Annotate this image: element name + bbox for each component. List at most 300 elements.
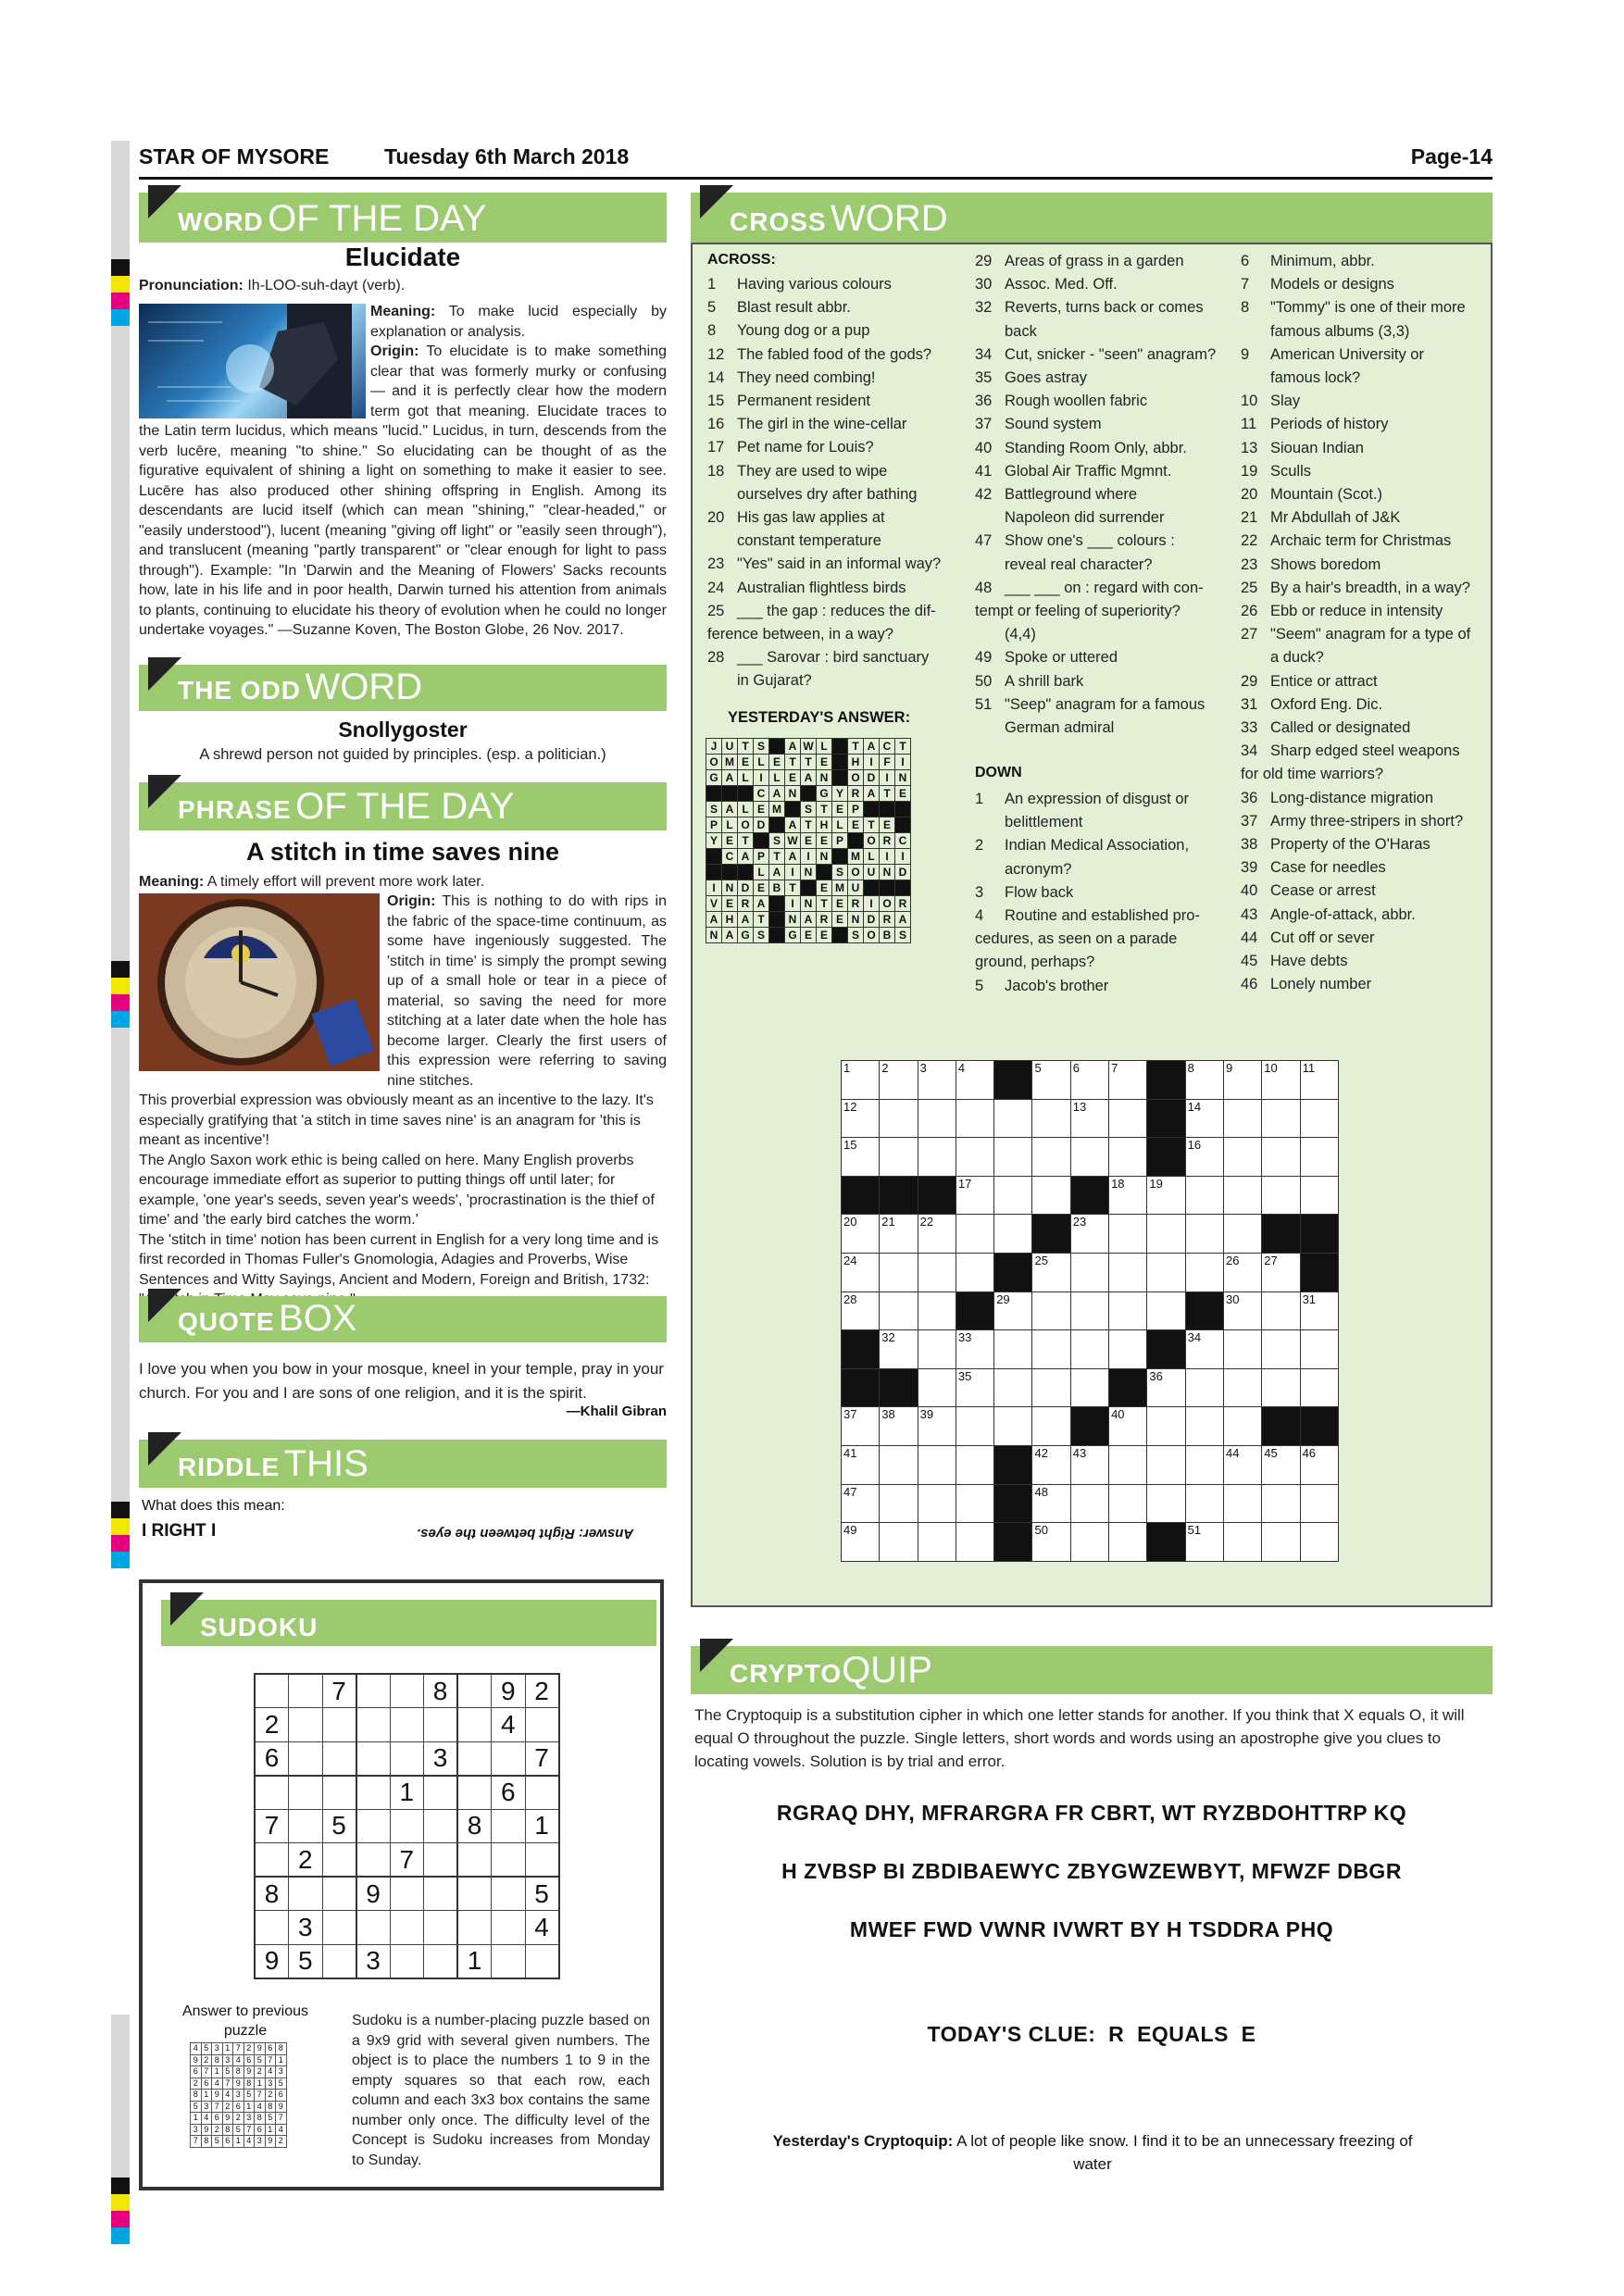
sudoku-cell[interactable]: 4	[525, 1911, 559, 1945]
crossword-cell[interactable]	[994, 1176, 1032, 1215]
sudoku-cell[interactable]	[322, 1877, 356, 1911]
crossword-cell[interactable]: 3	[918, 1061, 956, 1100]
crossword-cell[interactable]: 18	[1109, 1176, 1147, 1215]
sudoku-cell[interactable]	[322, 1776, 356, 1810]
answer-cell: S	[706, 802, 722, 817]
sudoku-cell[interactable]	[457, 1708, 492, 1742]
sudoku-cell[interactable]	[356, 1843, 391, 1878]
sudoku-cell[interactable]	[424, 1944, 458, 1978]
sudoku-answer-cell: 9	[244, 2066, 255, 2078]
sudoku-answer-cell: 9	[201, 2124, 212, 2136]
crossword-cell[interactable]: 50	[1032, 1523, 1070, 1562]
sudoku-cell[interactable]	[356, 1776, 391, 1810]
clue-number: 9	[1241, 345, 1250, 363]
crossword-cell[interactable]: 37	[842, 1407, 880, 1446]
sudoku-cell[interactable]	[289, 1776, 323, 1810]
sudoku-cell[interactable]	[457, 1877, 492, 1911]
color-mark	[111, 276, 130, 293]
crossword-cell[interactable]: 16	[1185, 1138, 1223, 1177]
crossword-cell[interactable]: 43	[1070, 1445, 1108, 1484]
crossword-cell[interactable]	[1262, 1176, 1300, 1215]
sudoku-cell[interactable]: 9	[356, 1877, 391, 1911]
crossword-cell[interactable]	[1262, 1484, 1300, 1523]
crossword-cell[interactable]: 12	[842, 1099, 880, 1138]
crossword-cell[interactable]: 10	[1262, 1061, 1300, 1100]
sudoku-cell[interactable]: 3	[289, 1911, 323, 1945]
crossword-cell[interactable]	[1032, 1407, 1070, 1446]
clue-text: "Seep" anagram for a famous	[1005, 695, 1206, 713]
crossword-cell[interactable]	[1262, 1138, 1300, 1177]
answer-cell: E	[817, 833, 832, 849]
sudoku-answer-cell: 9	[276, 2101, 287, 2113]
crossword-cell[interactable]	[918, 1138, 956, 1177]
answer-cell: E	[817, 755, 832, 770]
answer-cell: B	[880, 928, 895, 943]
sudoku-cell[interactable]	[492, 1877, 526, 1911]
crossword-cell[interactable]	[1032, 1099, 1070, 1138]
crossword-cell[interactable]	[956, 1445, 993, 1484]
crossword-cell[interactable]	[1147, 1292, 1185, 1330]
sudoku-cell[interactable]: 3	[424, 1741, 458, 1776]
sudoku-cell[interactable]	[356, 1809, 391, 1843]
crossword-cell[interactable]	[1185, 1215, 1223, 1254]
sudoku-cell[interactable]: 7	[525, 1741, 559, 1776]
clue-text: in Gujarat?	[737, 672, 812, 690]
sudoku-cell[interactable]: 5	[289, 1944, 323, 1978]
answer-cell: C	[880, 739, 895, 755]
crossword-cell[interactable]: 35	[956, 1368, 993, 1407]
crossword-cell[interactable]	[1070, 1253, 1108, 1292]
sudoku-cell[interactable]	[255, 1674, 289, 1708]
crossword-cell[interactable]	[918, 1523, 956, 1562]
crossword-cell[interactable]	[1032, 1138, 1070, 1177]
crossword-cell[interactable]	[1262, 1099, 1300, 1138]
sudoku-cell[interactable]	[289, 1809, 323, 1843]
sudoku-cell[interactable]	[356, 1674, 391, 1708]
crossword-cell[interactable]	[1300, 1138, 1338, 1177]
crossword-cell[interactable]: 9	[1223, 1061, 1261, 1100]
sudoku-grid	[254, 1673, 560, 1979]
answer-cell: I	[895, 849, 911, 865]
clue-number: 23	[1241, 555, 1258, 573]
crossword-cell[interactable]: 6	[1070, 1061, 1108, 1100]
crossword-cell[interactable]: 23	[1070, 1215, 1108, 1254]
sudoku-cell[interactable]	[492, 1809, 526, 1843]
crossword-cell[interactable]	[1223, 1099, 1261, 1138]
sudoku-cell[interactable]	[390, 1911, 424, 1945]
answer-cell: I	[785, 865, 801, 880]
crossword-cell[interactable]: 14	[1185, 1099, 1223, 1138]
clue-line	[707, 600, 941, 623]
sudoku-cell[interactable]	[255, 1911, 289, 1945]
margin-strip	[111, 1028, 130, 1502]
crossword-cell[interactable]: 30	[1223, 1292, 1261, 1330]
crossword-cell[interactable]	[1147, 1484, 1185, 1523]
crossword-cell[interactable]	[1109, 1138, 1147, 1177]
crossword-cell[interactable]: 8	[1185, 1061, 1223, 1100]
sudoku-cell[interactable]: 2	[289, 1843, 323, 1878]
crossword-cell[interactable]: 33	[956, 1330, 993, 1369]
sudoku-cell[interactable]	[424, 1911, 458, 1945]
crossword-cell[interactable]	[1032, 1368, 1070, 1407]
sudoku-cell[interactable]	[356, 1741, 391, 1776]
crossword-cell[interactable]	[1109, 1099, 1147, 1138]
crossword-cell[interactable]	[1070, 1330, 1108, 1369]
crossword-cell[interactable]: 34	[1185, 1330, 1223, 1369]
answer-cell: V	[706, 896, 722, 912]
crossword-cell[interactable]	[918, 1099, 956, 1138]
crossword-cell[interactable]	[1032, 1176, 1070, 1215]
crossword-cell[interactable]	[956, 1215, 993, 1254]
crossword-cell[interactable]: 20	[842, 1215, 880, 1254]
clue-number: 1	[707, 276, 717, 293]
sudoku-answer-cell: 5	[265, 2113, 276, 2125]
sudoku-cell[interactable]: 1	[457, 1944, 492, 1978]
answer-cell: S	[769, 833, 785, 849]
crossword-cell[interactable]	[1109, 1484, 1147, 1523]
crossword-cell[interactable]	[1223, 1407, 1261, 1446]
crossword-cell[interactable]	[1070, 1484, 1108, 1523]
crossword-cell[interactable]	[1262, 1330, 1300, 1369]
crossword-cell[interactable]	[918, 1445, 956, 1484]
crossword-cell[interactable]: 17	[956, 1176, 993, 1215]
sudoku-answer-cell: 3	[191, 2124, 202, 2136]
crossword-cell[interactable]: 49	[842, 1523, 880, 1562]
sudoku-cell[interactable]	[390, 1877, 424, 1911]
clue-line	[1241, 904, 1470, 927]
crossword-cell[interactable]	[956, 1253, 993, 1292]
clue-line	[707, 436, 941, 459]
crossword-cell[interactable]	[880, 1484, 918, 1523]
sudoku-cell[interactable]	[322, 1708, 356, 1742]
crossword-cell[interactable]	[994, 1407, 1032, 1446]
crossword-cell[interactable]: 19	[1147, 1176, 1185, 1215]
sudoku-cell[interactable]	[289, 1741, 323, 1776]
answer-cell: T	[738, 739, 754, 755]
sudoku-cell[interactable]	[390, 1674, 424, 1708]
phrase-para-3: The Anglo Saxon work ethic is being called on here. Many English proverbs encourage immediate effort as superior to putting things off until later; for example, 'one year's seeds, seven year's weeds', 'procrastination is the thief of time' and 'the early bird catches the worm.'	[139, 1152, 655, 1228]
sudoku-cell[interactable]	[525, 1708, 559, 1742]
crossword-cell[interactable]: 48	[1032, 1484, 1070, 1523]
crossword-cell[interactable]	[1185, 1368, 1223, 1407]
sudoku-cell[interactable]	[457, 1843, 492, 1878]
crossword-cell[interactable]: 38	[880, 1407, 918, 1446]
black-cell	[848, 833, 864, 849]
sudoku-cell[interactable]: 1	[525, 1809, 559, 1843]
sudoku-cell[interactable]	[525, 1843, 559, 1878]
black-cell	[994, 1061, 1032, 1100]
crossword-cell[interactable]	[994, 1099, 1032, 1138]
crossword-cell[interactable]	[994, 1330, 1032, 1369]
crossword-cell[interactable]	[1223, 1484, 1261, 1523]
clue-line	[707, 530, 941, 553]
crossword-cell[interactable]: 32	[880, 1330, 918, 1369]
crossword-cell[interactable]	[1109, 1523, 1147, 1562]
wotd-meaning	[370, 302, 667, 342]
crossword-cell[interactable]	[1262, 1523, 1300, 1562]
sudoku-cell[interactable]	[322, 1843, 356, 1878]
sudoku-cell[interactable]	[424, 1708, 458, 1742]
crossword-cell[interactable]	[1223, 1368, 1261, 1407]
sudoku-cell[interactable]	[289, 1708, 323, 1742]
crossword-cell[interactable]	[1300, 1176, 1338, 1215]
sudoku-cell[interactable]: 4	[492, 1708, 526, 1742]
crossword-cell[interactable]	[1185, 1445, 1223, 1484]
crossword-cell[interactable]	[1109, 1330, 1147, 1369]
sudoku-answer-cell: 4	[201, 2113, 212, 2125]
crossword-cell[interactable]	[1300, 1484, 1338, 1523]
crossword-cell[interactable]: 42	[1032, 1445, 1070, 1484]
crossword-cell[interactable]	[1070, 1138, 1108, 1177]
crossword-cell[interactable]	[880, 1523, 918, 1562]
clue-number: 30	[975, 276, 993, 293]
crossword-cell[interactable]	[1185, 1407, 1223, 1446]
margin-strip	[111, 2015, 130, 2177]
sudoku-cell[interactable]: 9	[255, 1944, 289, 1978]
sudoku-cell[interactable]	[492, 1741, 526, 1776]
sudoku-cell[interactable]	[390, 1944, 424, 1978]
clue-text: Shows boredom	[1270, 555, 1381, 573]
sudoku-cell[interactable]	[424, 1776, 458, 1810]
crossword-cell[interactable]: 11	[1300, 1061, 1338, 1100]
answer-cell: M	[848, 849, 864, 865]
sudoku-cell[interactable]	[525, 1944, 559, 1978]
crossword-cell[interactable]	[1032, 1330, 1070, 1369]
sudoku-cell[interactable]	[424, 1877, 458, 1911]
crossword-cell[interactable]	[1070, 1368, 1108, 1407]
sudoku-cell[interactable]	[255, 1843, 289, 1878]
answer-cell: A	[895, 912, 911, 928]
clue-text: Jacob's brother	[1005, 977, 1109, 994]
crossword-cell[interactable]: 2	[880, 1061, 918, 1100]
clue-line	[707, 577, 941, 600]
color-mark	[111, 2194, 130, 2211]
clue-text: for old time warriors?	[1241, 766, 1384, 783]
clue-line	[707, 646, 941, 669]
sudoku-cell[interactable]: 2	[525, 1674, 559, 1708]
sudoku-cell[interactable]	[492, 1843, 526, 1878]
crossword-cell[interactable]	[1109, 1253, 1147, 1292]
sudoku-cell[interactable]: 8	[255, 1877, 289, 1911]
crossword-cell[interactable]: 5	[1032, 1061, 1070, 1100]
crossword-cell[interactable]	[1300, 1368, 1338, 1407]
crossword-cell[interactable]: 26	[1223, 1253, 1261, 1292]
sudoku-cell[interactable]: 7	[322, 1674, 356, 1708]
answer-cell: I	[864, 755, 880, 770]
crossword-cell[interactable]: 46	[1300, 1445, 1338, 1484]
sudoku-cell[interactable]: 7	[390, 1843, 424, 1878]
crossword-cell[interactable]	[956, 1407, 993, 1446]
crossword-cell[interactable]	[918, 1368, 956, 1407]
crossword-cell[interactable]: 22	[918, 1215, 956, 1254]
black-cell	[895, 802, 911, 817]
crossword-cell[interactable]: 31	[1300, 1292, 1338, 1330]
clue-line	[1241, 413, 1470, 436]
crossword-cell[interactable]	[918, 1330, 956, 1369]
crossword-cell[interactable]	[1147, 1253, 1185, 1292]
sudoku-cell[interactable]	[492, 1911, 526, 1945]
crossword-cell[interactable]: 1	[842, 1061, 880, 1100]
crossword-cell[interactable]: 28	[842, 1292, 880, 1330]
crossword-cell[interactable]	[880, 1253, 918, 1292]
crossword-cell[interactable]	[1109, 1215, 1147, 1254]
clue-number: 24	[707, 579, 725, 596]
origin-text: This is nothing to do with rips in the fabric of the space-time continuum, as some have ingeniously suggested. The 'stitch in time' is simply the prompt sewing up of a small hole or tear in a piece of material, so saving the need for more stitching at a later date when the hole has become larger. Clearly the first users of this expression were referring to saving nine stitches.	[387, 893, 668, 1089]
sudoku-cell[interactable]: 1	[390, 1776, 424, 1810]
crossword-cell[interactable]	[1070, 1292, 1108, 1330]
crossword-cell[interactable]	[1262, 1368, 1300, 1407]
clue-text: They need combing!	[737, 368, 876, 386]
answer-cell: J	[706, 739, 722, 755]
crossword-cell[interactable]	[1223, 1215, 1261, 1254]
black-cell	[769, 739, 785, 755]
crossword-cell[interactable]	[956, 1523, 993, 1562]
crossword-cell[interactable]	[1223, 1330, 1261, 1369]
crossword-cell[interactable]: 7	[1109, 1061, 1147, 1100]
clue-text: ference between, in a way?	[707, 626, 893, 643]
crossword-cell[interactable]	[1147, 1445, 1185, 1484]
crossword-cell[interactable]	[1262, 1292, 1300, 1330]
sudoku-cell[interactable]	[424, 1809, 458, 1843]
crossword-cell[interactable]	[956, 1099, 993, 1138]
sudoku-cell[interactable]	[289, 1877, 323, 1911]
crossword-cell[interactable]	[918, 1484, 956, 1523]
clue-text: Spoke or uttered	[1005, 649, 1118, 667]
crossword-cell[interactable]: 27	[1262, 1253, 1300, 1292]
sudoku-answer-cell: 2	[255, 2066, 266, 2078]
crossword-cell[interactable]	[1223, 1523, 1261, 1562]
crossword-cell[interactable]: 39	[918, 1407, 956, 1446]
crossword-cell[interactable]	[1185, 1176, 1223, 1215]
sudoku-cell[interactable]	[492, 1944, 526, 1978]
sudoku-cell[interactable]	[356, 1708, 391, 1742]
sudoku-answer-cell: 1	[233, 2136, 244, 2148]
crossword-cell[interactable]	[880, 1445, 918, 1484]
crossword-cell[interactable]	[1147, 1215, 1185, 1254]
crossword-cell[interactable]: 41	[842, 1445, 880, 1484]
crossword-cell[interactable]: 13	[1070, 1099, 1108, 1138]
sudoku-cell[interactable]	[424, 1843, 458, 1878]
crossword-cell[interactable]	[1223, 1176, 1261, 1215]
crossword-cell[interactable]	[956, 1484, 993, 1523]
sudoku-cell[interactable]	[390, 1708, 424, 1742]
clue-number: 21	[1241, 509, 1258, 527]
answer-cell: G	[706, 770, 722, 786]
color-mark	[111, 1552, 130, 1568]
clue-line	[975, 367, 1216, 390]
crossword-cell[interactable]	[994, 1215, 1032, 1254]
sudoku-cell[interactable]	[457, 1741, 492, 1776]
crossword-cell[interactable]	[880, 1138, 918, 1177]
clue-line	[975, 717, 1216, 740]
crossword-cell[interactable]	[1109, 1292, 1147, 1330]
crossword-cell[interactable]	[880, 1292, 918, 1330]
crossword-cell[interactable]: 4	[956, 1061, 993, 1100]
banner-big: BOX	[279, 1298, 357, 1339]
black-cell	[956, 1292, 993, 1330]
sudoku-cell[interactable]: 3	[356, 1944, 391, 1978]
answer-cell: O	[864, 928, 880, 943]
sudoku-cell[interactable]: 8	[457, 1809, 492, 1843]
crossword-cell[interactable]	[956, 1138, 993, 1177]
crossword-cell[interactable]	[1032, 1292, 1070, 1330]
crossword-cell[interactable]	[1300, 1523, 1338, 1562]
crossword-cell[interactable]: 24	[842, 1253, 880, 1292]
crossword-cell[interactable]	[918, 1292, 956, 1330]
sudoku-cell[interactable]: 6	[255, 1741, 289, 1776]
sudoku-cell[interactable]	[289, 1674, 323, 1708]
clue-line	[975, 577, 1216, 600]
sudoku-cell[interactable]	[457, 1911, 492, 1945]
crossword-cell[interactable]: 25	[1032, 1253, 1070, 1292]
sudoku-cell[interactable]	[390, 1809, 424, 1843]
crossword-cell[interactable]	[1223, 1138, 1261, 1177]
crossword-cell[interactable]	[1185, 1484, 1223, 1523]
sudoku-cell[interactable]: 7	[255, 1809, 289, 1843]
banner-small: PHRASE	[178, 795, 292, 824]
sudoku-answer-cell: 6	[233, 2101, 244, 2113]
crossword-cell[interactable]	[994, 1368, 1032, 1407]
crossword-cell[interactable]	[1300, 1330, 1338, 1369]
sudoku-cell[interactable]	[457, 1674, 492, 1708]
crossword-cell[interactable]	[994, 1138, 1032, 1177]
sudoku-cell[interactable]	[457, 1776, 492, 1810]
crossword-cell[interactable]: 51	[1185, 1523, 1223, 1562]
sudoku-cell[interactable]: 2	[255, 1708, 289, 1742]
sudoku-cell[interactable]: 6	[492, 1776, 526, 1810]
sudoku-cell[interactable]: 8	[424, 1674, 458, 1708]
clue-line	[1241, 646, 1470, 669]
crossword-cell[interactable]	[1070, 1523, 1108, 1562]
sudoku-cell[interactable]	[322, 1911, 356, 1945]
crossword-cell[interactable]	[1147, 1407, 1185, 1446]
answer-cell: T	[801, 755, 817, 770]
crossword-cell[interactable]: 21	[880, 1215, 918, 1254]
sudoku-cell[interactable]: 5	[525, 1877, 559, 1911]
sudoku-cell[interactable]	[255, 1776, 289, 1810]
sudoku-cell[interactable]	[356, 1911, 391, 1945]
sudoku-answer-cell: 1	[201, 2090, 212, 2102]
crossword-cell[interactable]: 47	[842, 1484, 880, 1523]
answer-cell: R	[848, 786, 864, 802]
crossword-cell[interactable]	[918, 1253, 956, 1292]
crossword-cell[interactable]: 45	[1262, 1445, 1300, 1484]
odd-word-definition: A shrewd person not guided by principles. (esp. a politician.)	[199, 746, 606, 763]
black-cell	[895, 880, 911, 896]
sudoku-answer-cell: 6	[222, 2136, 233, 2148]
crossword-cell[interactable]: 36	[1147, 1368, 1185, 1407]
crossword-cell[interactable]: 44	[1223, 1445, 1261, 1484]
crossword-cell[interactable]	[880, 1099, 918, 1138]
crossword-cell[interactable]: 15	[842, 1138, 880, 1177]
sudoku-cell[interactable]: 9	[492, 1674, 526, 1708]
sudoku-cell[interactable]: 5	[322, 1809, 356, 1843]
crossword-cell[interactable]	[1185, 1253, 1223, 1292]
answer-cell: S	[754, 739, 769, 755]
crossword-cell[interactable]	[1300, 1099, 1338, 1138]
sudoku-answer-cell: 8	[244, 2078, 255, 2090]
black-cell	[832, 739, 848, 755]
sudoku-cell[interactable]	[390, 1741, 424, 1776]
clue-line	[975, 670, 1216, 693]
sudoku-cell[interactable]	[322, 1944, 356, 1978]
clue-text: Pet name for Louis?	[737, 439, 874, 456]
sudoku-cell[interactable]	[525, 1776, 559, 1810]
crossword-cell[interactable]: 40	[1109, 1407, 1147, 1446]
sudoku-cell[interactable]	[322, 1741, 356, 1776]
crossword-cell[interactable]: 29	[994, 1292, 1032, 1330]
crossword-cell[interactable]	[1109, 1445, 1147, 1484]
